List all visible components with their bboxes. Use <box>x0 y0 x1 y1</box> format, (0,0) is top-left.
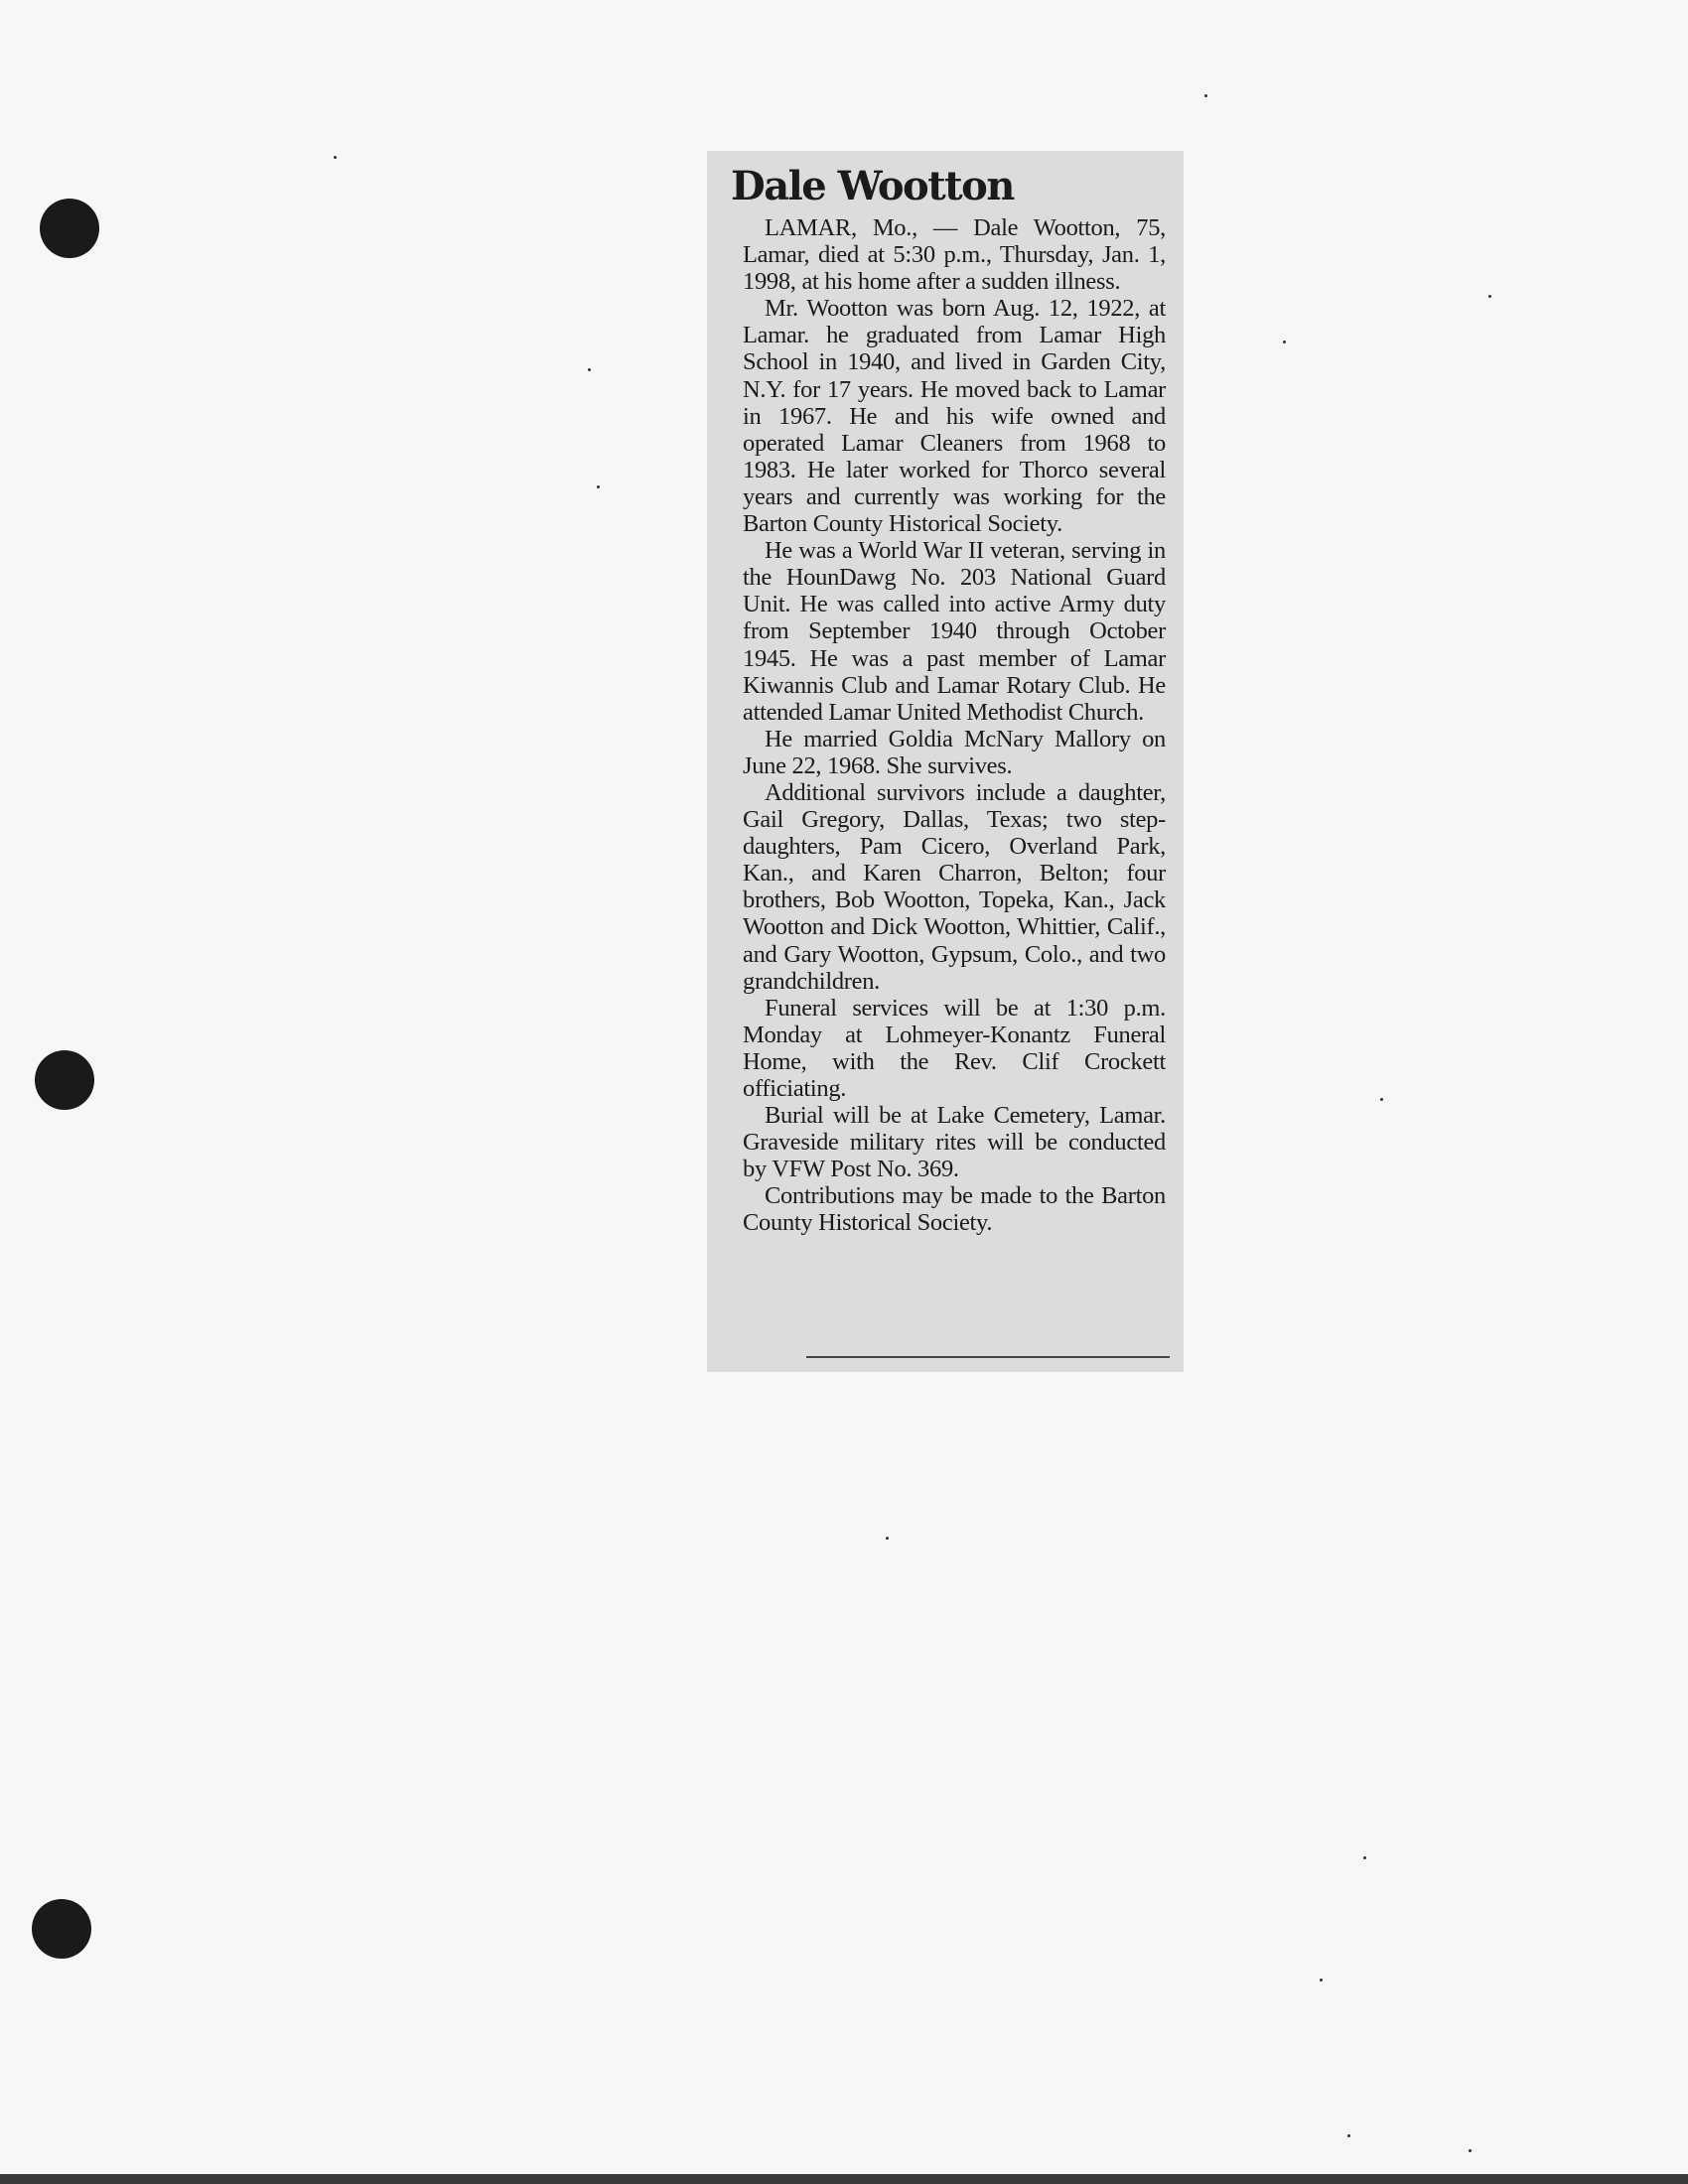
scan-speck <box>1380 1098 1383 1101</box>
scan-speck <box>886 1537 889 1540</box>
obituary-paragraph: He was a World War II veteran, serving in the HounDawg No. 203 National Guard Unit. He was called into active Army duty from September 1940 through October 1945. He was a past member of Lamar Kiwannis Club and Lamar Rotary Club. He attended Lamar United Methodist Church. <box>743 537 1166 726</box>
obituary-headline: Dale Wootton <box>731 163 1014 209</box>
scan-speck <box>1488 295 1491 298</box>
punch-hole-middle <box>35 1050 94 1110</box>
scan-speck <box>1283 341 1286 343</box>
obituary-paragraph: Mr. Wootton was born Aug. 12, 1922, at Lamar. he graduated from Lamar High School in 1940, and lived in Garden City, N.Y. for 17 years. He moved back to Lamar in 1967. He and his wife owned and operated Lamar Cleaners from 1968 to 1983. He later worked for Thorco several years and currently was working for the Barton County Historical Society. <box>743 295 1166 538</box>
scan-speck <box>1347 2134 1350 2137</box>
obituary-clipping <box>707 151 1184 1372</box>
scan-speck <box>334 156 337 159</box>
punch-hole-top <box>40 199 99 258</box>
scan-speck <box>588 368 591 371</box>
obituary-paragraph: He married Goldia McNary Mallory on June 22, 1968. She survives. <box>743 725 1166 779</box>
clipping-bottom-rule <box>806 1356 1170 1358</box>
obituary-body <box>743 214 1166 1237</box>
obituary-paragraph: LAMAR, Mo., — Dale Wootton, 75, Lamar, died at 5:30 p.m., Thursday, Jan. 1, 1998, at his home after a sudden illness. <box>743 214 1166 296</box>
obituary-paragraph: Burial will be at Lake Cemetery, Lamar. Graveside military rites will be conducted by VFW Post No. 369. <box>743 1102 1166 1183</box>
scan-speck <box>1363 1856 1366 1859</box>
obituary-paragraph: Additional survivors include a daughter, Gail Gregory, Dallas, Texas; two step-daughters, Pam Cicero, Overland Park, Kan., and Karen Charron, Belton; four brothers, Bob Wootton, Topeka, Kan., Jack Wootton and Dick Wootton, Whittier, Calif., and Gary Wootton, Gypsum, Colo., and two grandchildren. <box>743 778 1166 995</box>
scan-speck <box>1320 1979 1323 1981</box>
scanner-edge-bar <box>0 2174 1688 2184</box>
obituary-paragraph: Contributions may be made to the Barton County Historical Society. <box>743 1182 1166 1237</box>
scan-speck <box>1469 2149 1472 2152</box>
obituary-paragraph: Funeral services will be at 1:30 p.m. Monday at Lohmeyer-Konantz Funeral Home, with the Rev. Clif Crockett officiating. <box>743 994 1166 1102</box>
punch-hole-bottom <box>32 1899 91 1959</box>
scan-speck <box>597 485 600 488</box>
scan-speck <box>1204 94 1207 97</box>
